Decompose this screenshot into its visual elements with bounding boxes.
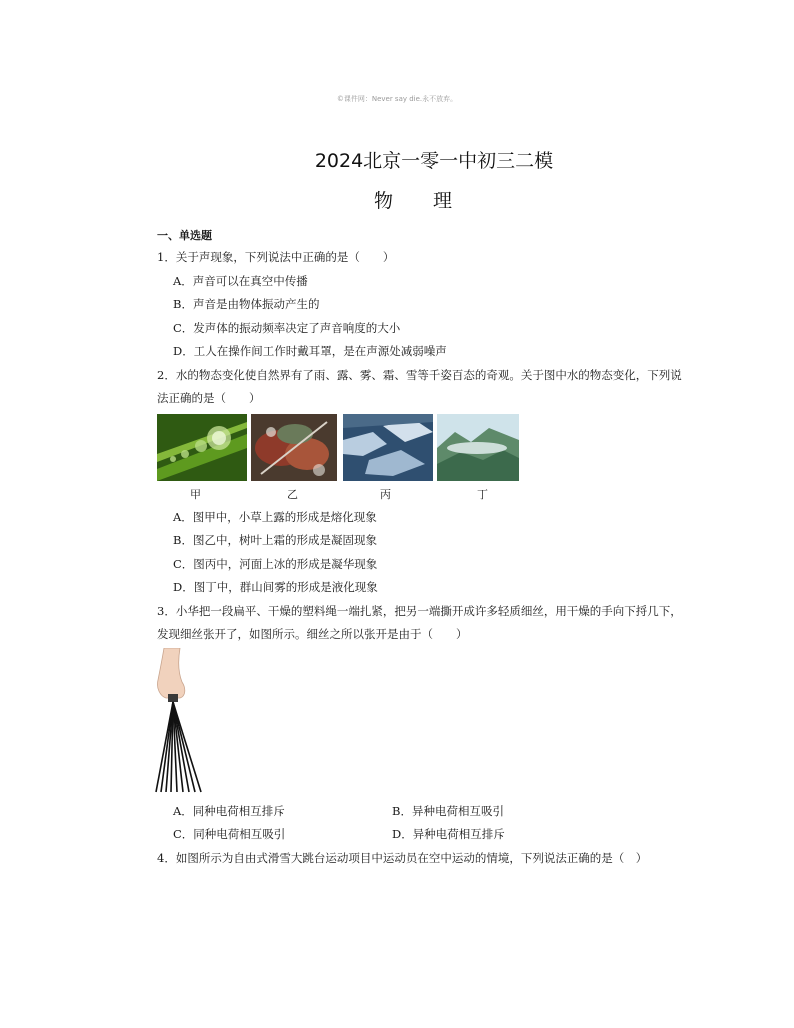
section-heading: 一、单选题: [157, 229, 212, 242]
q1-option-a: A．声音可以在真空中传播: [173, 274, 308, 288]
q3-option-b: B．异种电荷相互吸引: [392, 804, 504, 818]
q1-option-b: B．声音是由物体振动产生的: [173, 297, 320, 311]
figure-label-jia: 甲: [190, 488, 201, 501]
q1-option-d: D．工人在操作间工作时戴耳罩，是在声源处减弱噪声: [173, 344, 447, 358]
q1-option-c: C．发声体的振动频率决定了声音响度的大小: [173, 321, 401, 335]
water-states-photos: [157, 414, 519, 482]
question-2-stem-line1: 2．水的物态变化使自然界有了雨、露、雾、霜、雪等千姿百态的奇观。关于图中水的物态变化，下列说: [157, 368, 682, 382]
figure-label-ding: 丁: [477, 488, 488, 501]
q2-option-d: D．图丁中，群山间雾的形成是液化现象: [173, 580, 378, 594]
question-4-stem: 4．如图所示为自由式滑雪大跳台运动项目中运动员在空中运动的情境，下列说法正确的是（ ）: [157, 851, 648, 865]
question-3-stem-line1: 3．小华把一段扁平、干燥的塑料绳一端扎紧，把另一端撕开成许多轻质细丝，用干燥的手向下捋几下，: [157, 604, 682, 618]
subject-title: 物理: [373, 190, 492, 212]
q2-option-b: B．图乙中，树叶上霜的形成是凝固现象: [173, 533, 377, 547]
q2-option-c: C．图丙中，河面上冰的形成是凝华现象: [173, 557, 378, 571]
question-1-stem: 1．关于声现象，下列说法中正确的是（ ）: [157, 250, 395, 264]
figure-label-bing: 丙: [380, 488, 391, 501]
photo-dew-on-grass: [157, 414, 247, 481]
question-2-stem-line2: 法正确的是（ ）: [157, 391, 261, 405]
page-title: 2024北京一零一中初三二模: [314, 150, 554, 172]
photo-ice-on-river: [343, 414, 433, 481]
photo-frost-on-leaves: [251, 414, 337, 481]
watermark: ©课件网：Never say die.永不放弃。: [336, 95, 458, 103]
q3-option-d: D．异种电荷相互排斥: [392, 827, 505, 841]
figure-label-yi: 乙: [287, 488, 298, 501]
q3-option-c: C．同种电荷相互吸引: [173, 827, 286, 841]
question-3-stem-line2: 发现细丝张开了，如图所示。细丝之所以张开是由于（ ）: [157, 627, 468, 641]
hand-with-plastic-strands-figure: [152, 648, 210, 794]
q3-option-a: A．同种电荷相互排斥: [173, 804, 285, 818]
photo-fog-in-mountains: [437, 414, 519, 481]
q2-option-a: A．图甲中，小草上露的形成是熔化现象: [173, 510, 377, 524]
